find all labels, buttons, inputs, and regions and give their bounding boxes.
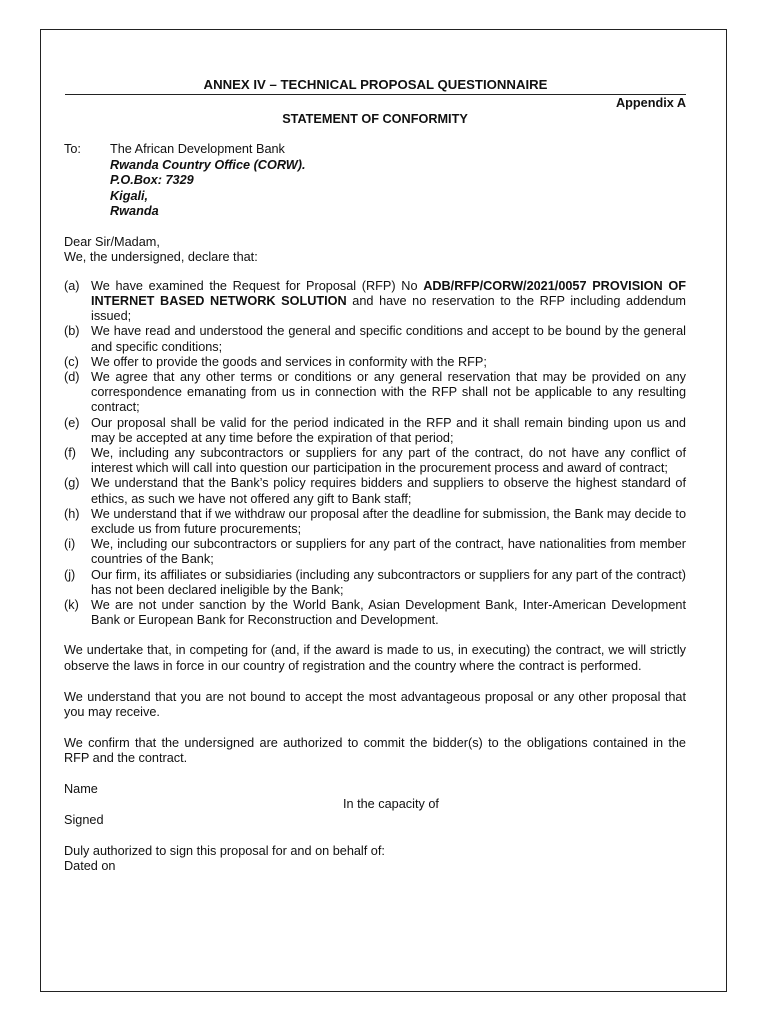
salutation: Dear Sir/Madam, (64, 234, 160, 249)
address-lines (110, 142, 306, 220)
item-text: We have read and understood the general and specific conditions and accept to be bound by the general and specific conditions; (91, 324, 686, 354)
declaration-list (64, 279, 686, 629)
item-label: (d) (64, 370, 80, 384)
address-line: Rwanda Country Office (CORW). (110, 157, 306, 172)
item-text: We understand that the Bank’s policy requires bidders and suppliers to observe the highest standard of ethics, as such we have not offered any gift to Bank staff; (91, 476, 686, 506)
statement-title: STATEMENT OF CONFORMITY (282, 112, 468, 126)
list-item (64, 507, 686, 537)
list-item (64, 370, 686, 416)
undertaking-paragraph: We undertake that, in competing for (and, if the award is made to us, in executing) the contract, we will strictly observe the laws in force in our country of registration and the country where the contract is performed. (64, 643, 686, 674)
item-label: (j) (64, 567, 76, 582)
document-content (64, 77, 686, 875)
authorization-paragraph: We confirm that the undersigned are authorized to commit the bidder(s) to the obligations contained in the RFP and the contract. (64, 735, 686, 766)
address-line: Kigali, (110, 188, 149, 203)
item-text: We have examined the Request for Proposal (RFP) No ADB/RFP/CORW/2021/0057 PROVISION OF INTERNET BASED NETWORK SOLUTION and have no reservation to the RFP including addendum issued; (91, 278, 686, 324)
signature-block (64, 782, 686, 875)
address-line: The African Development Bank (110, 142, 285, 156)
annex-title: ANNEX IV – TECHNICAL PROPOSAL QUESTIONNAIRE (65, 77, 686, 95)
item-label: (g) (64, 476, 80, 491)
dated-label: Dated on (64, 859, 116, 874)
list-item (64, 324, 686, 354)
item-label: (b) (64, 324, 80, 339)
acceptance-paragraph: We understand that you are not bound to accept the most advantageous proposal or any other proposal that you may receive. (64, 689, 686, 720)
item-label: (h) (64, 506, 80, 521)
item-label: (i) (64, 537, 76, 552)
name-row (64, 782, 686, 812)
appendix-label: Appendix A (615, 96, 686, 110)
list-item (64, 598, 686, 628)
capacity-label: In the capacity of (343, 797, 439, 812)
address-block (64, 142, 686, 220)
signed-label: Signed (64, 813, 104, 828)
list-item (64, 476, 686, 506)
list-item (64, 446, 686, 476)
item-label: (a) (64, 278, 80, 293)
list-item (64, 537, 686, 567)
declaration-intro: We, the undersigned, declare that: (64, 250, 258, 265)
name-label: Name (64, 782, 98, 797)
item-label: (f) (64, 446, 76, 461)
item-text: Our proposal shall be valid for the period indicated in the RFP and it shall remain binding upon us and may be accepted at any time before the expiration of that period; (91, 415, 686, 445)
duly-authorized-label: Duly authorized to sign this proposal for and on behalf of: (64, 843, 385, 858)
item-text: We are not under sanction by the World Bank, Asian Development Bank, Inter-American Development Bank or European Bank for Reconstruction and Development. (91, 598, 686, 628)
address-line: P.O.Box: 7329 (110, 173, 194, 188)
list-item (64, 355, 686, 370)
item-label: (c) (64, 354, 79, 369)
item-text: We agree that any other terms or conditions or any general reservation that may be provided on any correspondence emanating from us in connection with the RFP shall not be applicable to any resulting contract; (91, 370, 686, 415)
item-text: Our firm, its affiliates or subsidiaries (including any subcontractors or suppliers for any part of the contract) has not been declared ineligible by the Bank; (91, 567, 686, 597)
item-text: We, including our subcontractors or suppliers for any part of the contract, have nationalities from member countries of the Bank; (91, 537, 686, 567)
item-label: (k) (64, 598, 79, 613)
list-item (64, 568, 686, 598)
item-text: We, including any subcontractors or suppliers for any part of the contract, do not have any conflict of interest which will call into question our participation in the procurement process and award of contract; (91, 446, 686, 476)
item-text: We understand that if we withdraw our proposal after the deadline for submission, the Bank may decide to exclude us from future procurements; (91, 506, 686, 537)
to-label: To: (64, 142, 81, 156)
list-item (64, 279, 686, 325)
address-line: Rwanda (110, 204, 159, 219)
item-label: (e) (64, 415, 80, 430)
rfp-reference: ADB/RFP/CORW/2021/0057 PROVISION OF INTERNET BASED NETWORK SOLUTION (91, 278, 686, 308)
item-text: We offer to provide the goods and services in conformity with the RFP; (91, 354, 487, 369)
list-item (64, 416, 686, 446)
